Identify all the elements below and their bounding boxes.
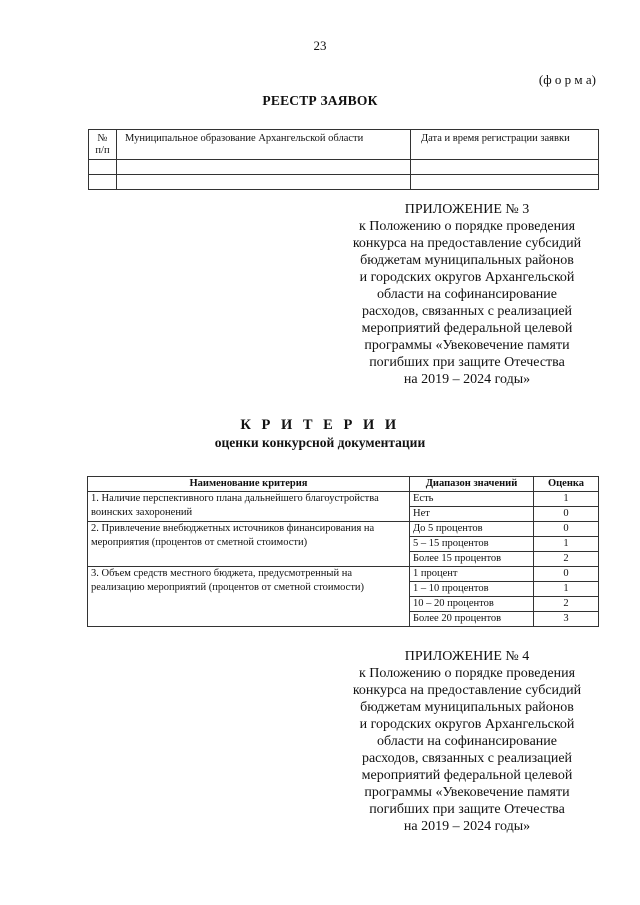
registry-cell	[89, 160, 117, 175]
registry-header-municipality: Муниципальное образование Архангельской области	[117, 130, 411, 160]
form-label: (ф о р м а)	[538, 72, 596, 87]
appendix-3-line: конкурса на предоставление субсидий	[352, 236, 582, 251]
appendix-4-line: на 2019 – 2024 годы»	[403, 819, 531, 834]
criteria-score-cell: 0	[534, 522, 599, 537]
registry-header-row	[89, 130, 599, 160]
criteria-range-cell: 1 – 10 процентов	[410, 582, 534, 597]
appendix-3-block	[322, 201, 612, 388]
registry-cell	[411, 175, 599, 190]
criteria-range-cell: 1 процент	[410, 567, 534, 582]
criteria-range-cell: Более 15 процентов	[410, 552, 534, 567]
registry-table	[88, 129, 599, 190]
criteria-range-cell: До 5 процентов	[410, 522, 534, 537]
appendix-4-line: погибших при защите Отечества	[369, 802, 565, 817]
criteria-range-cell: 5 – 15 процентов	[410, 537, 534, 552]
registry-row	[89, 160, 599, 175]
criteria-range-cell: Есть	[410, 492, 534, 507]
appendix-3-line: на 2019 – 2024 годы»	[403, 372, 531, 387]
criteria-header-name: Наименование критерия	[88, 477, 410, 492]
appendix-4-block	[322, 648, 612, 835]
appendix-4-title: ПРИЛОЖЕНИЕ № 4	[404, 649, 530, 664]
criteria-name-cell: 1. Наличие перспективного плана дальнейшего благоустройства воинских захоронений	[88, 492, 410, 522]
criteria-score-cell: 1	[534, 537, 599, 552]
criteria-range-cell: Нет	[410, 507, 534, 522]
appendix-4-line: к Положению о порядке проведения	[358, 666, 576, 681]
criteria-range-cell: Более 20 процентов	[410, 612, 534, 627]
appendix-4-line: конкурса на предоставление субсидий	[352, 683, 582, 698]
criteria-header-range: Диапазон значений	[410, 477, 534, 492]
criteria-score-cell: 1	[534, 492, 599, 507]
criteria-score-cell: 3	[534, 612, 599, 627]
criteria-range-cell: 10 – 20 процентов	[410, 597, 534, 612]
criteria-header-score: Оценка	[534, 477, 599, 492]
registry-cell	[89, 175, 117, 190]
appendix-4-line: программы «Увековечение памяти	[364, 785, 570, 800]
criteria-score-cell: 1	[534, 582, 599, 597]
appendix-3-line: бюджетам муниципальных районов	[360, 253, 574, 268]
criteria-score-cell: 2	[534, 552, 599, 567]
criteria-row	[88, 567, 599, 582]
criteria-table	[87, 476, 599, 627]
criteria-subtitle: оценки конкурсной документации	[214, 435, 426, 450]
criteria-name-cell: 3. Объем средств местного бюджета, предусмотренный на реализацию мероприятий (процентов от сметной стоимости)	[88, 567, 410, 627]
criteria-name-cell: 2. Привлечение внебюджетных источников финансирования на мероприятия (процентов от сметной стоимости)	[88, 522, 410, 567]
registry-header-datetime: Дата и время регистрации заявки	[411, 130, 599, 160]
appendix-4-line: бюджетам муниципальных районов	[360, 700, 574, 715]
registry-cell	[411, 160, 599, 175]
appendix-3-line: погибших при защите Отечества	[369, 355, 565, 370]
criteria-score-cell: 0	[534, 507, 599, 522]
appendix-3-line: области на софинансирование	[376, 287, 558, 302]
criteria-score-cell: 2	[534, 597, 599, 612]
criteria-score-cell: 0	[534, 567, 599, 582]
appendix-3-title: ПРИЛОЖЕНИЕ № 3	[404, 202, 530, 217]
criteria-title: К Р И Т Е Р И И	[240, 417, 400, 433]
registry-cell	[117, 175, 411, 190]
appendix-3-line: мероприятий федеральной целевой	[361, 321, 573, 336]
appendix-4-line: области на софинансирование	[376, 734, 558, 749]
appendix-4-line: расходов, связанных с реализацией	[361, 751, 573, 766]
appendix-3-line: к Положению о порядке проведения	[358, 219, 576, 234]
registry-title: РЕЕСТР ЗАЯВОК	[262, 93, 378, 108]
registry-cell	[117, 160, 411, 175]
registry-row	[89, 175, 599, 190]
appendix-4-line: и городских округов Архангельской	[359, 717, 575, 732]
criteria-row	[88, 522, 599, 537]
appendix-3-line: программы «Увековечение памяти	[364, 338, 570, 353]
criteria-row	[88, 492, 599, 507]
registry-header-number: № п/п	[89, 130, 117, 160]
appendix-3-line: и городских округов Архангельской	[359, 270, 575, 285]
appendix-3-line: расходов, связанных с реализацией	[361, 304, 573, 319]
page-number: 23	[313, 38, 327, 53]
appendix-4-line: мероприятий федеральной целевой	[361, 768, 573, 783]
criteria-header-row	[88, 477, 599, 492]
